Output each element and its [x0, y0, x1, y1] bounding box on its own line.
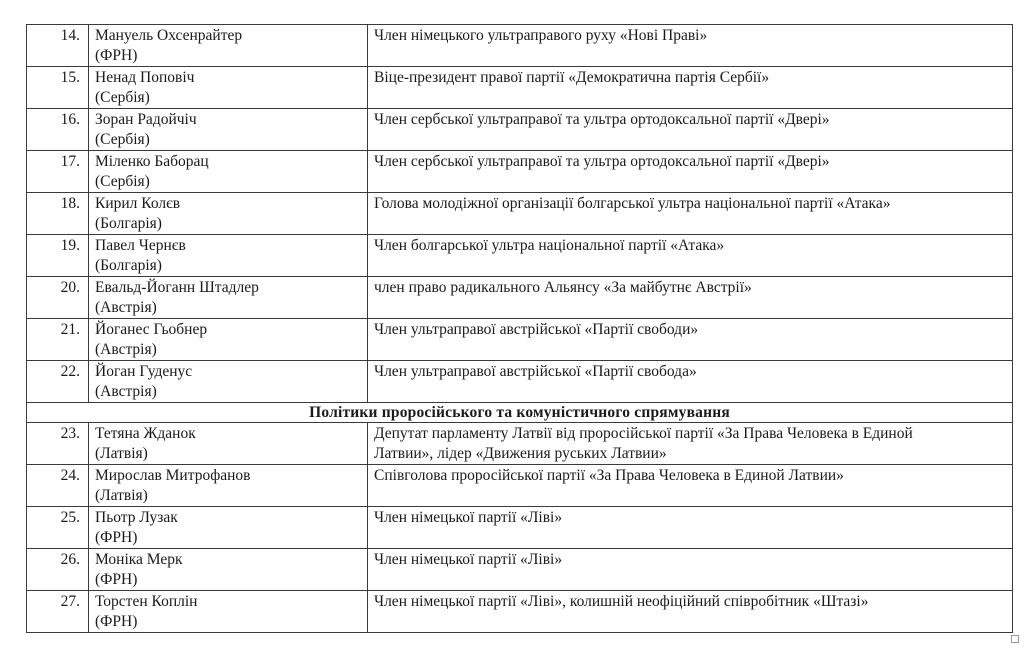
person-country: (Болгарія)	[95, 257, 162, 274]
description-text: Член німецької партії «Ліві»	[374, 509, 563, 526]
table-row	[27, 67, 1013, 109]
row-number: 22.	[27, 361, 89, 403]
description-cell	[368, 277, 1013, 319]
description-text: Член сербської ультраправої та ультра ортодоксальної партії «Двері»	[374, 153, 830, 170]
description-text: Депутат парламенту Латвії від проросійської партії «За Права Человека в Единой	[374, 425, 913, 442]
person-country: (Сербія)	[95, 89, 150, 106]
table-row	[27, 423, 1013, 465]
person-cell	[89, 423, 368, 465]
person-name: Мануель Охсенрайтер	[95, 27, 243, 44]
person-cell	[89, 549, 368, 591]
table-row	[27, 319, 1013, 361]
row-number: 19.	[27, 235, 89, 277]
person-country: (Болгарія)	[95, 215, 162, 232]
person-cell	[89, 361, 368, 403]
description-cell	[368, 25, 1013, 67]
section-header: Політики проросійського та комуністичного спрямування	[27, 403, 1013, 423]
row-number: 26.	[27, 549, 89, 591]
person-country: (Австрія)	[95, 299, 157, 316]
person-name: Йоган Гуденус	[95, 363, 193, 380]
person-cell	[89, 67, 368, 109]
person-name: Павел Чернєв	[95, 237, 186, 254]
table-row	[27, 25, 1013, 67]
person-cell	[89, 465, 368, 507]
table-row	[27, 361, 1013, 403]
row-number: 16.	[27, 109, 89, 151]
description-text: Член німецького ультраправого руху «Нові Праві»	[374, 27, 708, 44]
person-cell	[89, 277, 368, 319]
description-text: Член сербської ультраправої та ультра ортодоксальної партії «Двері»	[374, 111, 830, 128]
person-cell	[89, 235, 368, 277]
person-name: Моніка Мерк	[95, 551, 183, 568]
table-row	[27, 193, 1013, 235]
row-number: 17.	[27, 151, 89, 193]
person-cell	[89, 151, 368, 193]
row-number: 25.	[27, 507, 89, 549]
person-country: (Сербія)	[95, 131, 150, 148]
description-text: Член болгарської ультра національної партії «Атака»	[374, 237, 725, 254]
description-cell	[368, 319, 1013, 361]
table-row	[27, 507, 1013, 549]
description-text: Латвии», лідер «Движения руських Латвии»	[374, 445, 667, 462]
person-cell	[89, 25, 368, 67]
description-cell	[368, 109, 1013, 151]
row-number: 21.	[27, 319, 89, 361]
section-header-row	[27, 403, 1013, 423]
person-cell	[89, 507, 368, 549]
table-row	[27, 151, 1013, 193]
person-cell	[89, 591, 368, 633]
description-cell	[368, 591, 1013, 633]
end-of-table-marker-icon	[1011, 635, 1019, 643]
person-name: Міленко Баборац	[95, 153, 209, 170]
person-name: Кирил Колєв	[95, 195, 181, 212]
person-country: (ФРН)	[95, 571, 138, 588]
person-name: Торстен Коплін	[95, 593, 198, 610]
person-name: Зоран Радойчіч	[95, 111, 197, 128]
person-name: Йоганес Гьобнер	[95, 321, 208, 338]
table-row	[27, 109, 1013, 151]
description-cell	[368, 193, 1013, 235]
person-cell	[89, 319, 368, 361]
person-country: (ФРН)	[95, 529, 138, 546]
description-cell	[368, 423, 1013, 465]
row-number: 15.	[27, 67, 89, 109]
row-number: 24.	[27, 465, 89, 507]
person-country: (Латвія)	[95, 487, 148, 504]
person-country: (Сербія)	[95, 173, 150, 190]
table-row	[27, 235, 1013, 277]
description-cell	[368, 151, 1013, 193]
table-row	[27, 277, 1013, 319]
person-name: Евальд-Йоганн Штадлер	[95, 279, 259, 296]
description-text: Віце-президент правої партії «Демократична партія Сербії»	[374, 69, 770, 86]
person-country: (Австрія)	[95, 383, 157, 400]
row-number: 27.	[27, 591, 89, 633]
description-text: Голова молодіжної організації болгарської ультра національної партії «Атака»	[374, 195, 891, 212]
row-number: 18.	[27, 193, 89, 235]
row-number: 20.	[27, 277, 89, 319]
politicians-table	[26, 24, 1013, 633]
person-name: Мирослав Митрофанов	[95, 467, 251, 484]
person-cell	[89, 193, 368, 235]
description-cell	[368, 235, 1013, 277]
description-text: Член ультраправої австрійської «Партії свободи»	[374, 321, 699, 338]
description-text: Член німецької партії «Ліві», колишній неофіційний співробітник «Штазі»	[374, 593, 869, 610]
table-row	[27, 465, 1013, 507]
person-country: (Латвія)	[95, 445, 148, 462]
row-number: 23.	[27, 423, 89, 465]
description-cell	[368, 67, 1013, 109]
table-row	[27, 549, 1013, 591]
description-text: член право радикального Альянсу «За майбутнє Австрії»	[374, 279, 752, 296]
description-cell	[368, 361, 1013, 403]
table-row	[27, 591, 1013, 633]
row-number: 14.	[27, 25, 89, 67]
person-name: Тетяна Жданок	[95, 425, 196, 442]
person-name: Пьотр Лузак	[95, 509, 178, 526]
description-text: Співголова проросійської партії «За Права Человека в Единой Латвии»	[374, 467, 844, 484]
description-text: Член німецької партії «Ліві»	[374, 551, 563, 568]
person-country: (ФРН)	[95, 47, 138, 64]
person-cell	[89, 109, 368, 151]
person-country: (ФРН)	[95, 613, 138, 630]
description-cell	[368, 465, 1013, 507]
person-name: Ненад Поповіч	[95, 69, 195, 86]
description-text: Член ультраправої австрійської «Партії свобода»	[374, 363, 697, 380]
description-cell	[368, 507, 1013, 549]
person-country: (Австрія)	[95, 341, 157, 358]
description-cell	[368, 549, 1013, 591]
